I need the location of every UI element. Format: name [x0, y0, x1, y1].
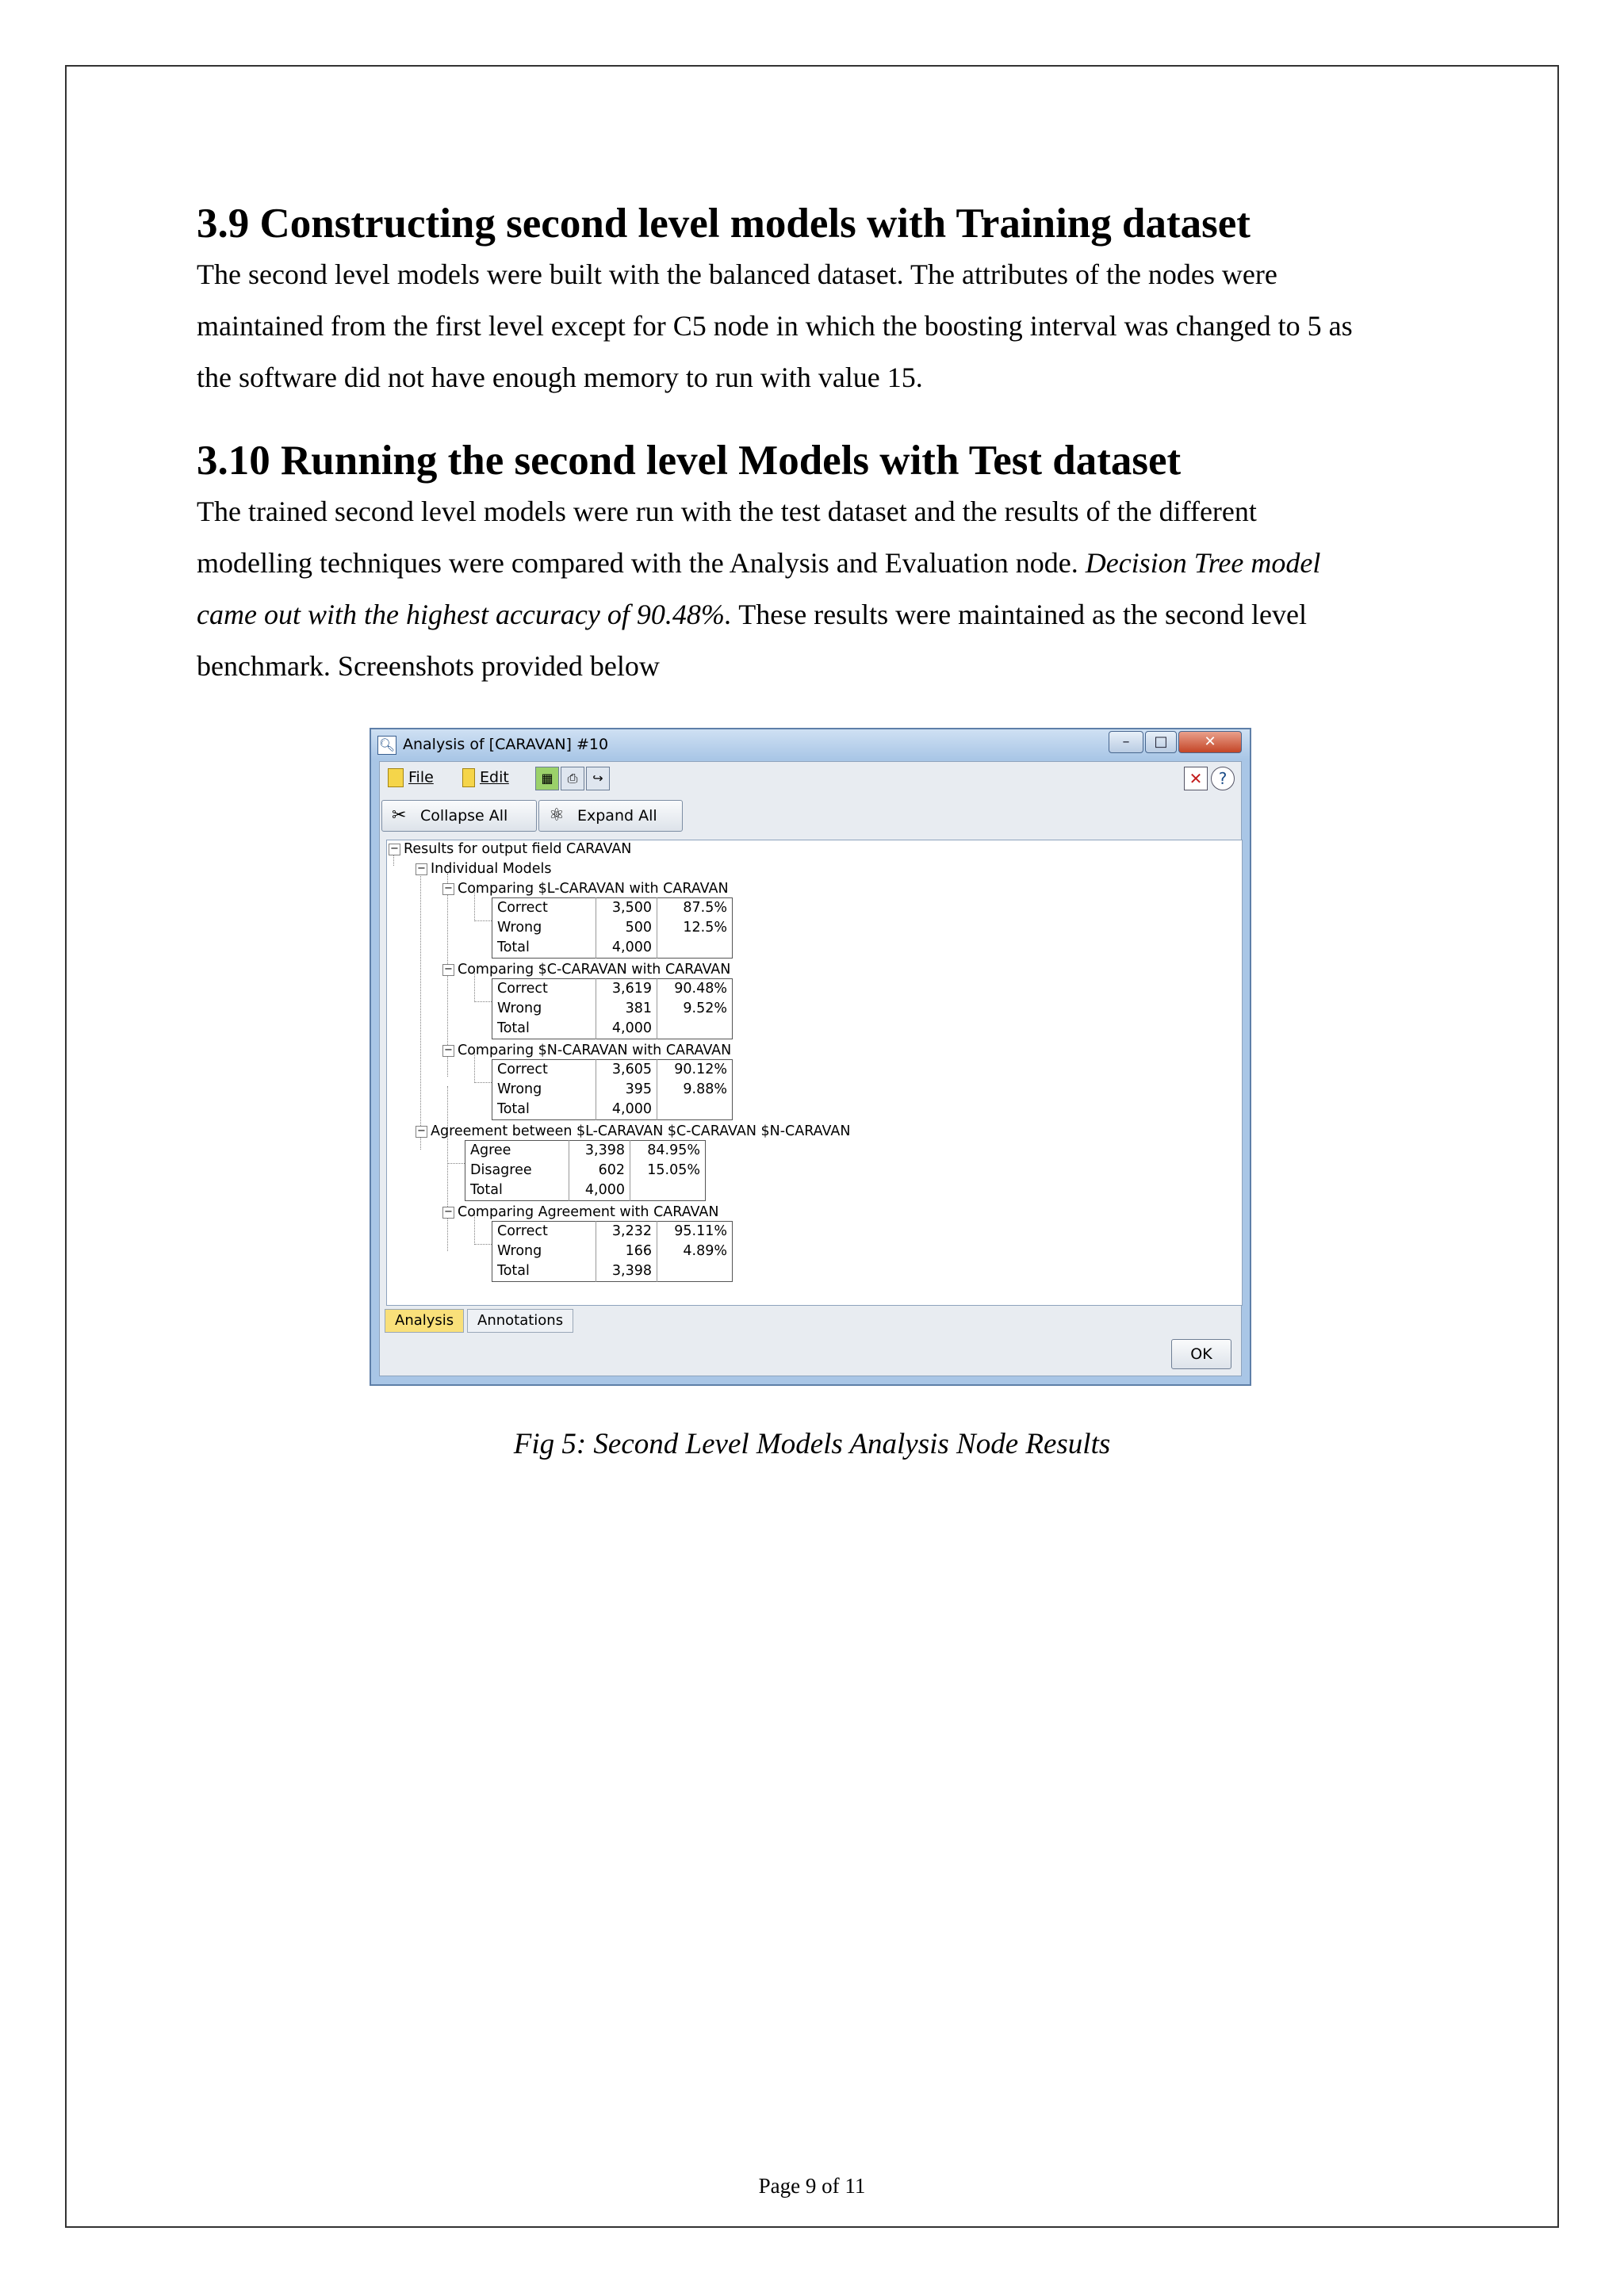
collapse-toggle-icon[interactable]: −	[442, 964, 454, 976]
table-row: Correct 3,605 90.12%	[492, 1060, 733, 1081]
tree-node-group[interactable]: − Comparing $N-CARAVAN with CARAVAN	[442, 1042, 731, 1059]
table-row: Wrong 395 9.88%	[492, 1080, 733, 1100]
results-tree	[386, 840, 1243, 1306]
collapse-toggle-icon[interactable]: −	[442, 883, 454, 895]
collapse-all-button[interactable]: ✂ Collapse All	[381, 800, 537, 832]
paragraph-line: benchmark. Screenshots provided below	[197, 650, 660, 682]
paragraph-line: The second level models were built with the balanced dataset. The attributes of the nodes were	[197, 258, 1277, 290]
close-button[interactable]: ✕	[1178, 731, 1242, 753]
tab-annotations[interactable]: Annotations	[467, 1309, 573, 1333]
table-row: Agree 3,398 84.95%	[465, 1141, 706, 1161]
table-row: Total 4,000	[465, 1181, 706, 1201]
table-row: Total 4,000	[492, 1100, 733, 1120]
tree-node-root[interactable]: − Results for output field CARAVAN	[389, 840, 631, 858]
collapse-toggle-icon[interactable]: −	[416, 863, 427, 875]
print-icon[interactable]: ⎙	[561, 767, 584, 790]
paragraph-line: maintained from the first level except for C5 node in which the boosting interval was changed to 5 as	[197, 310, 1353, 342]
file-menu-icon	[388, 768, 404, 787]
table-row: Total 3,398	[492, 1261, 733, 1282]
emphasis-text: came out with the highest accuracy of 90.48%.	[197, 599, 732, 630]
paragraph-line: The trained second level models were run with the test dataset and the results of the different	[197, 496, 1257, 527]
table-row: Total 4,000	[492, 1019, 733, 1039]
expand-icon: ⚛	[549, 806, 565, 825]
analysis-window	[370, 728, 1251, 1386]
table-row: Correct 3,500 87.5%	[492, 898, 733, 919]
document-body	[197, 198, 1434, 692]
collapse-toggle-icon[interactable]: −	[389, 844, 400, 855]
table-row: Total 4,000	[492, 938, 733, 959]
window-titlebar	[371, 729, 1250, 760]
results-table	[492, 1221, 733, 1282]
table-row: Wrong 500 12.5%	[492, 918, 733, 938]
agreement-table	[465, 1140, 706, 1201]
figure-caption: Fig 5: Second Level Models Analysis Node Results	[513, 1428, 1111, 1460]
table-view-icon[interactable]: ▦	[535, 767, 559, 790]
edit-menu-icon	[462, 768, 475, 787]
ok-button[interactable]: OK	[1171, 1339, 1231, 1369]
table-row: Correct 3,619 90.48%	[492, 979, 733, 1000]
paragraph-line: modelling techniques were compared with the Analysis and Evaluation node. Decision Tree model	[197, 547, 1321, 579]
close-panel-icon[interactable]: ✕	[1184, 767, 1208, 790]
tree-node-agreement[interactable]: − Agreement between $L-CARAVAN $C-CARAVAN $N-CARAVAN	[416, 1123, 850, 1140]
window-title: Analysis of [CARAVAN] #10	[403, 736, 609, 753]
table-row: Disagree 602 15.05%	[465, 1161, 706, 1181]
minimize-button[interactable]: –	[1109, 731, 1143, 753]
tree-node-comparing-agreement[interactable]: − Comparing Agreement with CARAVAN	[442, 1203, 718, 1221]
collapse-icon: ✂	[392, 806, 407, 825]
expand-all-button[interactable]: ⚛ Expand All	[538, 800, 683, 832]
collapse-toggle-icon[interactable]: −	[442, 1207, 454, 1219]
table-row: Correct 3,232 95.11%	[492, 1222, 733, 1242]
table-row: Wrong 381 9.52%	[492, 999, 733, 1019]
help-icon[interactable]: ?	[1211, 767, 1235, 790]
collapse-toggle-icon[interactable]: −	[416, 1126, 427, 1138]
window-content	[379, 761, 1242, 1376]
paragraph-line: came out with the highest accuracy of 90.48%. These results were maintained as the second level	[197, 599, 1307, 630]
table-row: Wrong 166 4.89%	[492, 1242, 733, 1261]
page-number: Page 9 of 11	[758, 2174, 866, 2198]
menu-file[interactable]: File	[388, 768, 434, 787]
maximize-button[interactable]: □	[1145, 731, 1177, 753]
tree-node-individual-models[interactable]: − Individual Models	[416, 860, 551, 878]
emphasis-text: Decision Tree model	[1085, 547, 1321, 579]
menu-bar	[380, 762, 1241, 795]
results-table	[492, 1059, 733, 1120]
paragraph-line: the software did not have enough memory to run with value 15.	[197, 362, 923, 393]
export-icon[interactable]: ↪	[586, 767, 610, 790]
results-table	[492, 978, 733, 1039]
section-heading-3-10: 3.10 Running the second level Models with Test dataset	[197, 438, 1182, 484]
section-heading-3-9: 3.9 Constructing second level models with Training dataset	[197, 201, 1251, 247]
results-table	[492, 897, 733, 959]
tree-node-group[interactable]: − Comparing $C-CARAVAN with CARAVAN	[442, 961, 730, 978]
tab-analysis[interactable]: Analysis	[385, 1309, 464, 1333]
tree-node-group[interactable]: − Comparing $L-CARAVAN with CARAVAN	[442, 880, 729, 897]
collapse-toggle-icon[interactable]: −	[442, 1045, 454, 1057]
magnifier-icon: 🔍︎	[377, 736, 396, 755]
menu-edit[interactable]: Edit	[462, 768, 509, 787]
